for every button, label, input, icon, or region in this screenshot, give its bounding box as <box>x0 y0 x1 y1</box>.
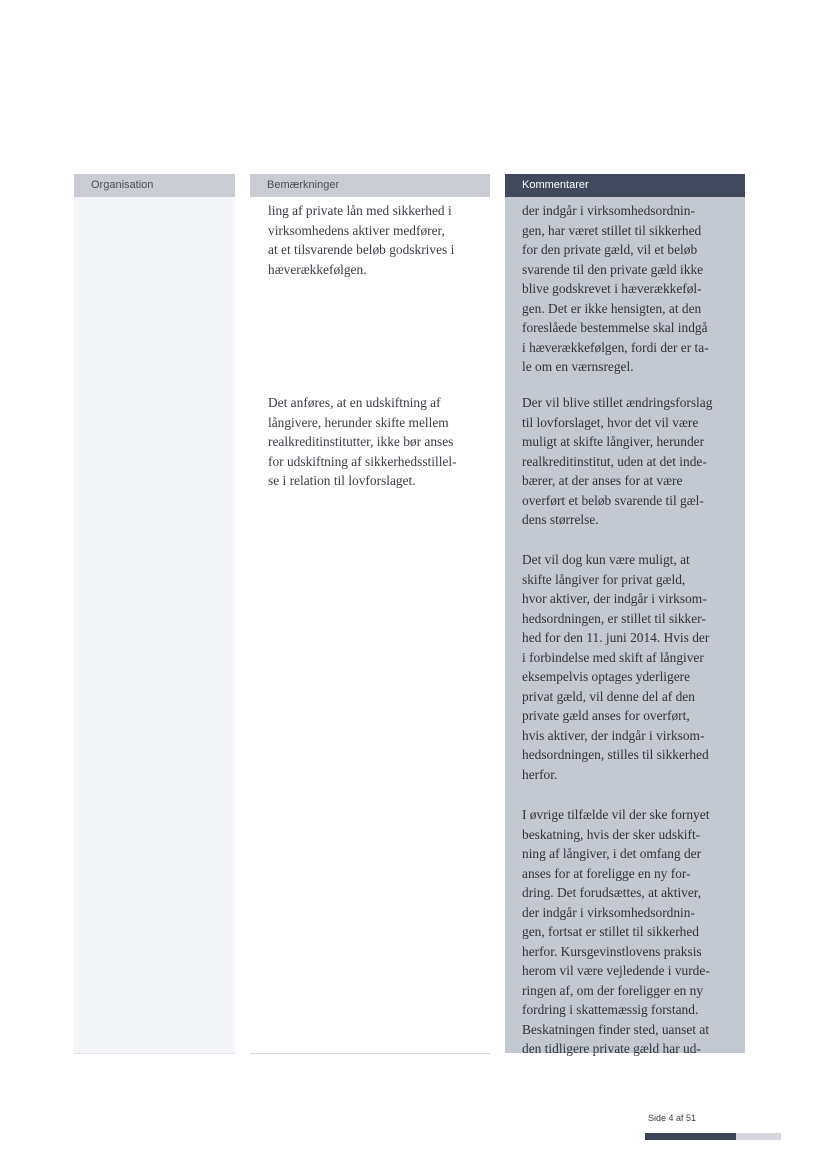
bemaerkning-paragraph-2: Det anføres, at en udskiftning af långivere, herunder skifte mellem realkreditinstitutter, ikke bør anses for udskiftning af sikkerhedsstillel- se i relation til lovforslaget. <box>268 395 457 488</box>
kommentar-paragraph-3: Det vil dog kun være muligt, at skifte långiver for privat gæld, hvor aktiver, der indgår i virksom- hedsordningen, er stillet til sikker- hed for den 11. juni 2014. Hvis der i forbindelse med skift af långiver eksempelvis optages yderligere privat gæld, vil denne del af den private gæld anses for overført, hvis aktiver, der indgår i virksom- hedsordningen, stilles til sikkerhed herfor. <box>522 552 710 782</box>
kommentar-paragraph-2: Der vil blive stillet ændringsforslag til lovforslaget, hvor det vil være muligt at skifte långiver, herunder realkreditinstitut, uden at det inde- bærer, at der anses for at være overført et beløb svarende til gæl- dens størrelse. <box>522 395 713 527</box>
page-progress-fill <box>645 1133 736 1140</box>
page-progress-bar <box>645 1133 781 1140</box>
kommentar-paragraph-4: I øvrige tilfælde vil der ske fornyet beskatning, hvis der sker udskift- ning af långiver, i det omfang der anses for at foreligge en ny for- dring. Det forudsættes, at aktiver, der indgår i virksomhedsordnin- gen, fortsat er stillet til sikkerhed herfor. Kursgevinstlovens praksis herom vil være vejledende i vurde- ringen af, om der foreligger en ny fordring i skattemæssig forstand. Beskatningen finder sted, uanset at den tidligere private gæld har ud- <box>522 807 710 1056</box>
header-kommentarer: Kommentarer <box>505 174 745 197</box>
header-organisation: Organisation <box>74 174 235 197</box>
organisation-column <box>74 197 235 1054</box>
bemaerkninger-column <box>250 197 490 1054</box>
page-number: Side 4 af 51 <box>648 1113 697 1123</box>
kommentar-paragraph-1: der indgår i virksomhedsordnin- gen, har været stillet til sikkerhed for den private gæld, vil et beløb svarende til den private gæld ikke blive godskrevet i hæverækkeføl- gen. Det er ikke hensigten, at den foreslåede bestemmelse skal indgå i hæverækkefølgen, fordi der er ta- le om en værnsregel. <box>522 203 709 374</box>
header-bemaerkninger: Bemærkninger <box>250 174 490 197</box>
bemaerkning-paragraph-1: ling af private lån med sikkerhed i virksomhedens aktiver medfører, at et tilsvarende beløb godskrives i hæverækkefølgen. <box>268 203 455 277</box>
